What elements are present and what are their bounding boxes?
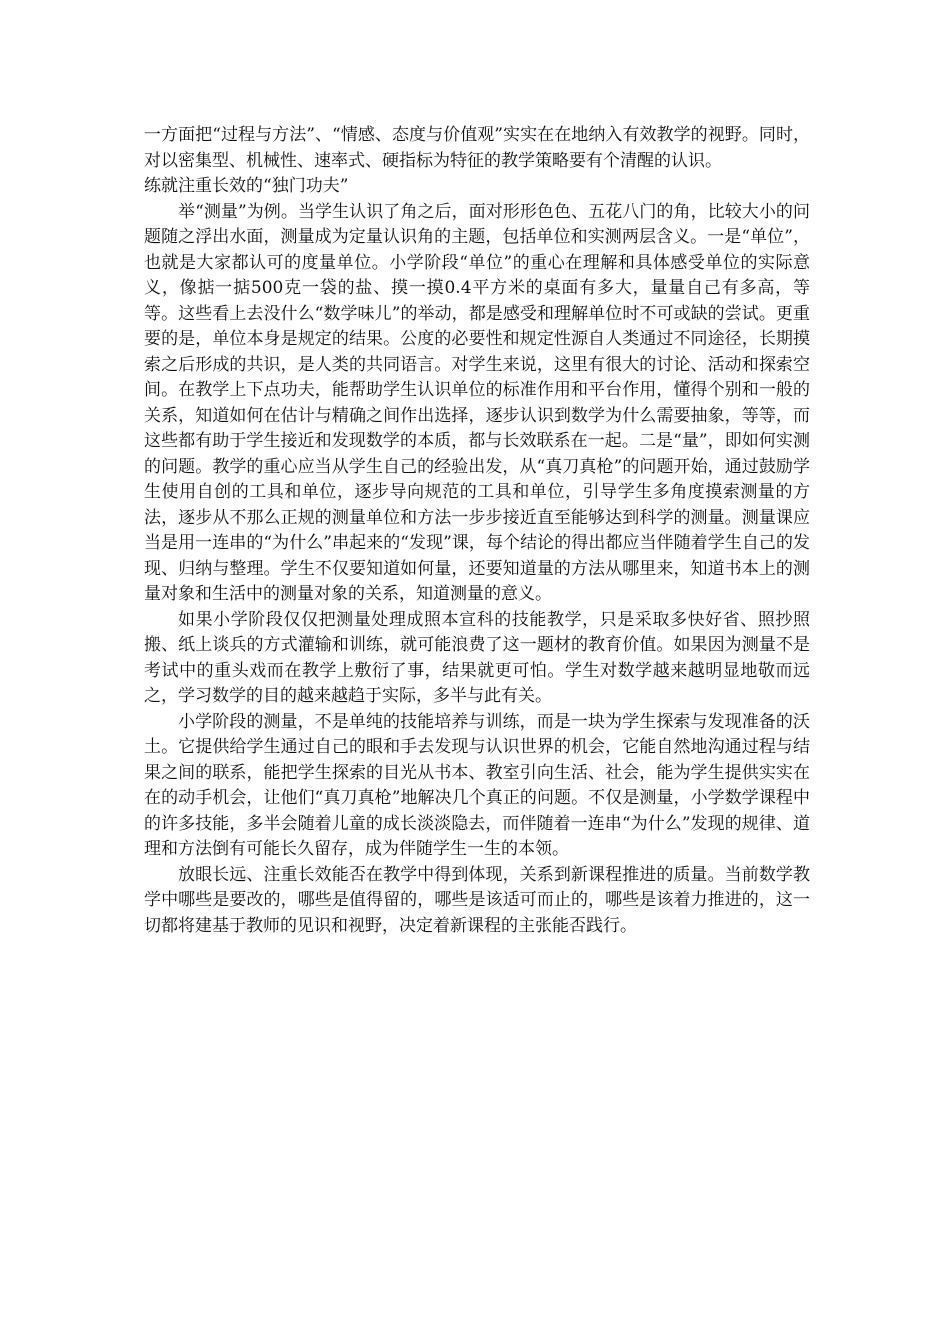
paragraph-measurement-value: 小学阶段的测量，不是单纯的技能培养与训练，而是一块为学生探索与发现准备的沃土。它提供给学生通过自己的眼和手去发现与认识世界的机会，它能自然地沟通过程与结果之间的联系，能把学生探索的目光从书本、教室引向生活、社会，能为学生提供实实在在的动手机会，让他们“真刀真枪”地解决几个真正的问题。不仅是测量，小学数学课程中的许多技能，多半会随着儿童的成长淡淡隐去，而伴随着一连串“为什么”发现的规律、道理和方法倒有可能长久留存，成为伴随学生一生的本领。 [144,711,810,859]
paragraph-intro-continuation: 一方面把“过程与方法”、“情感、态度与价值观”实实在在地纳入有效教学的视野。同时，对以密集型、机械性、速率式、硬指标为特征的教学策略要有个清醒的认识。 [144,125,810,171]
section-heading: 练就注重长效的“独门功夫” [144,176,349,196]
paragraph-conclusion: 放眼长远、注重长效能否在教学中得到体现，关系到新课程推进的质量。当前数学教学中哪些是要改的，哪些是值得留的，哪些是该适可而止的，哪些是该着力推进的，这一切都将建基于教师的见识和视野，决定着新课程的主张能否践行。 [144,864,810,936]
paragraph-skill-teaching-risk: 如果小学阶段仅仅把测量处理成照本宣科的技能教学，只是采取多快好省、照抄照搬、纸上谈兵的方式灌输和训练，就可能浪费了这一题材的教育价值。如果因为测量不是考试中的重头戏而在教学上敷衍了事，结果就更可怕。学生对数学越来越明显地敬而远之，学习数学的目的越来越趋于实际，多半与此有关。 [144,609,810,706]
document-body [144,123,810,939]
paragraph-measurement-example: 举“测量”为例。当学生认识了角之后，面对形形色色、五花八门的角，比较大小的问题随之浮出水面，测量成为定量认识角的主题，包括单位和实测两层含义。一是“单位”，也就是大家都认可的度量单位。小学阶段“单位”的重心在理解和具体感受单位的实际意义，像掂一掂500克一袋的盐、摸一摸0.4平方米的桌面有多大，量量自己有多高，等等。这些看上去没什么“数学味儿”的举动，都是感受和理解单位时不可或缺的尝试。更重要的是，单位本身是规定的结果。公度的必要性和规定性源自人类通过不同途径，长期摸索之后形成的共识，是人类的共同语言。对学生来说，这里有很大的讨论、活动和探索空间。在教学上下点功夫，能帮助学生认识单位的标准作用和平台作用，懂得个别和一般的关系，知道如何在估计与精确之间作出选择，逐步认识到数学为什么需要抽象，等等，而这些都有助于学生接近和发现数学的本质，都与长效联系在一起。二是“量”，即如何实测的问题。教学的重心应当从学生自己的经验出发，从“真刀真枪”的问题开始，通过鼓励学生使用自创的工具和单位，逐步导向规范的工具和单位，引导学生多角度摸索测量的方法，逐步从不那么正规的测量单位和方法一步步接近直至能够达到科学的测量。测量课应当是用一连串的“为什么”串起来的“发现”课，每个结论的得出都应当伴随着学生自己的发现、归纳与整理。学生不仅要知道如何量，还要知道量的方法从哪里来，知道书本上的测量对象和生活中的测量对象的关系，知道测量的意义。 [144,201,810,604]
